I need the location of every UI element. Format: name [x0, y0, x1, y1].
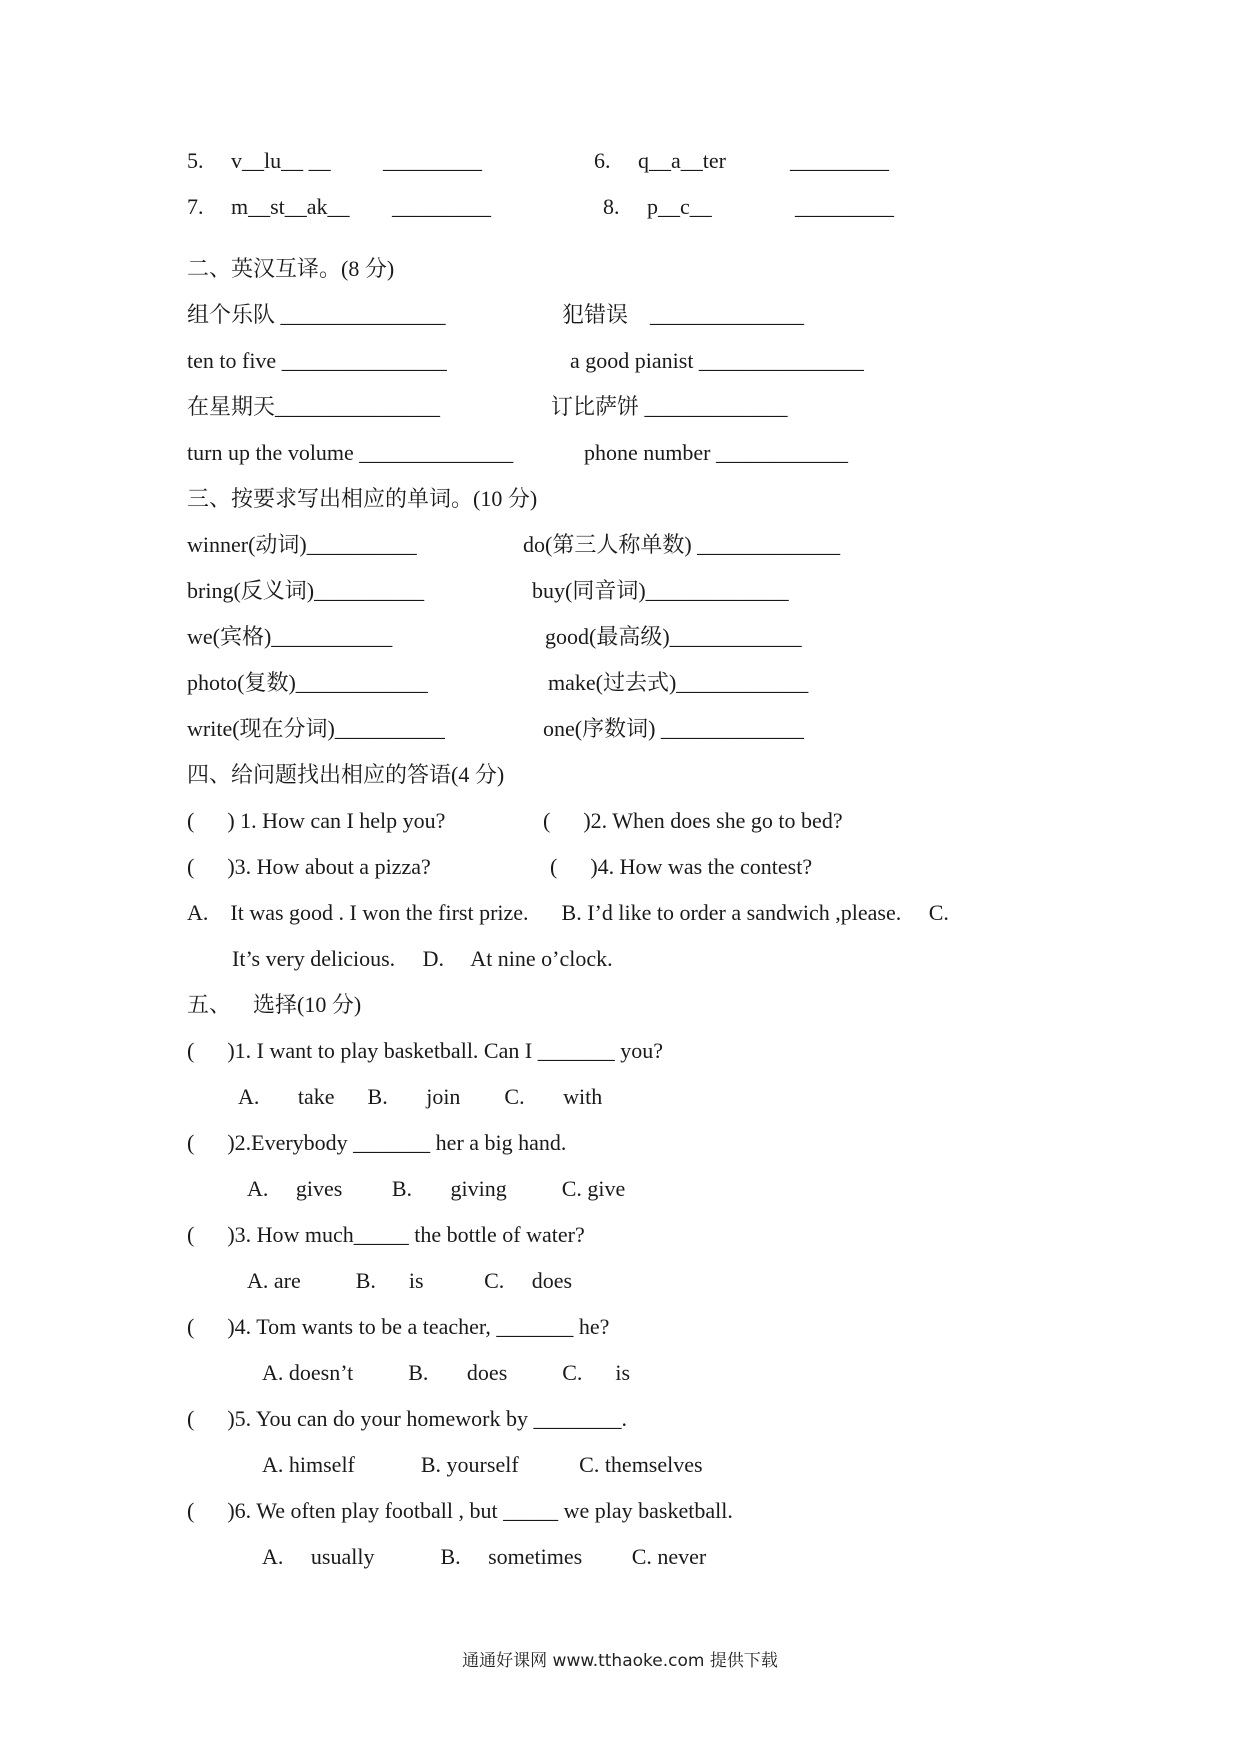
section-5-heading: 五、 选择(10 分) — [187, 992, 362, 1017]
translate-item-4: a good pianist _______________ — [570, 348, 864, 373]
section-3-heading: 三、按要求写出相应的单词。(10 分) — [187, 486, 538, 511]
choice-options-2: A. gives B. giving C. give — [247, 1176, 626, 1201]
word-form-item-3: bring(反义词)__________ — [187, 578, 425, 603]
fill-word-5: v__lu__ __ — [231, 148, 331, 173]
match-answers-line-1: A. It was good . I won the first prize. B. I’d like to order a sandwich ,please. C. — [187, 900, 949, 925]
choice-options-4: A. doesn’t B. does C. is — [262, 1360, 631, 1385]
fill-word-5-num: 5. — [187, 148, 204, 173]
fill-word-8: p__c__ — [647, 194, 712, 219]
word-form-item-7: photo(复数)____________ — [187, 670, 428, 695]
fill-word-6-blank: _________ — [790, 148, 889, 173]
fill-word-8-num: 8. — [603, 194, 620, 219]
fill-word-6-num: 6. — [594, 148, 611, 173]
section-4-heading: 四、给问题找出相应的答语(4 分) — [187, 762, 505, 787]
fill-word-7-num: 7. — [187, 194, 204, 219]
match-question-2: ( )2. When does she go to bed? — [543, 808, 843, 833]
choice-question-5: ( )5. You can do your homework by ________. — [187, 1406, 627, 1431]
fill-word-6: q__a__ter — [638, 148, 726, 173]
fill-word-8-blank: _________ — [795, 194, 894, 219]
word-form-item-2: do(第三人称单数) _____________ — [523, 532, 841, 557]
word-form-item-10: one(序数词) _____________ — [543, 716, 804, 741]
choice-options-3: A. are B. is C. does — [247, 1268, 573, 1293]
word-form-item-8: make(过去式)____________ — [548, 670, 809, 695]
fill-word-5-blank: _________ — [383, 148, 482, 173]
choice-options-1: A. take B. join C. with — [238, 1084, 603, 1109]
translate-item-6: 订比萨饼 _____________ — [551, 394, 788, 419]
choice-question-1: ( )1. I want to play basketball. Can I _______ you? — [187, 1038, 663, 1063]
word-form-item-9: write(现在分词)__________ — [187, 716, 445, 741]
choice-question-6: ( )6. We often play football , but _____ we play basketball. — [187, 1498, 733, 1523]
choice-question-2: ( )2.Everybody _______ her a big hand. — [187, 1130, 567, 1155]
match-question-4: ( )4. How was the contest? — [550, 854, 813, 879]
translate-item-1: 组个乐队 _______________ — [187, 302, 446, 327]
choice-question-3: ( )3. How much_____ the bottle of water? — [187, 1222, 585, 1247]
translate-item-7: turn up the volume ______________ — [187, 440, 514, 465]
fill-word-7-blank: _________ — [392, 194, 491, 219]
match-answers-line-2: It’s very delicious. D. At nine o’clock. — [232, 946, 613, 971]
choice-options-6: A. usually B. sometimes C. never — [262, 1544, 707, 1569]
word-form-item-4: buy(同音词)_____________ — [532, 578, 789, 603]
match-question-1: ( ) 1. How can I help you? — [187, 808, 446, 833]
section-2-heading: 二、英汉互译。(8 分) — [187, 256, 395, 281]
word-form-item-5: we(宾格)___________ — [187, 624, 393, 649]
translate-item-2: 犯错误 ______________ — [562, 302, 805, 327]
translate-item-5: 在星期天_______________ — [187, 394, 441, 419]
word-form-item-1: winner(动词)__________ — [187, 532, 417, 557]
translate-item-8: phone number ____________ — [584, 440, 848, 465]
word-form-item-6: good(最高级)____________ — [545, 624, 802, 649]
choice-options-5: A. himself B. yourself C. themselves — [262, 1452, 703, 1477]
fill-word-7: m__st__ak__ — [231, 194, 350, 219]
choice-question-4: ( )4. Tom wants to be a teacher, _______ he? — [187, 1314, 610, 1339]
match-question-3: ( )3. How about a pizza? — [187, 854, 431, 879]
translate-item-3: ten to five _______________ — [187, 348, 447, 373]
page-footer: 通通好课网 www.tthaoke.com 提供下载 — [462, 1651, 778, 1671]
